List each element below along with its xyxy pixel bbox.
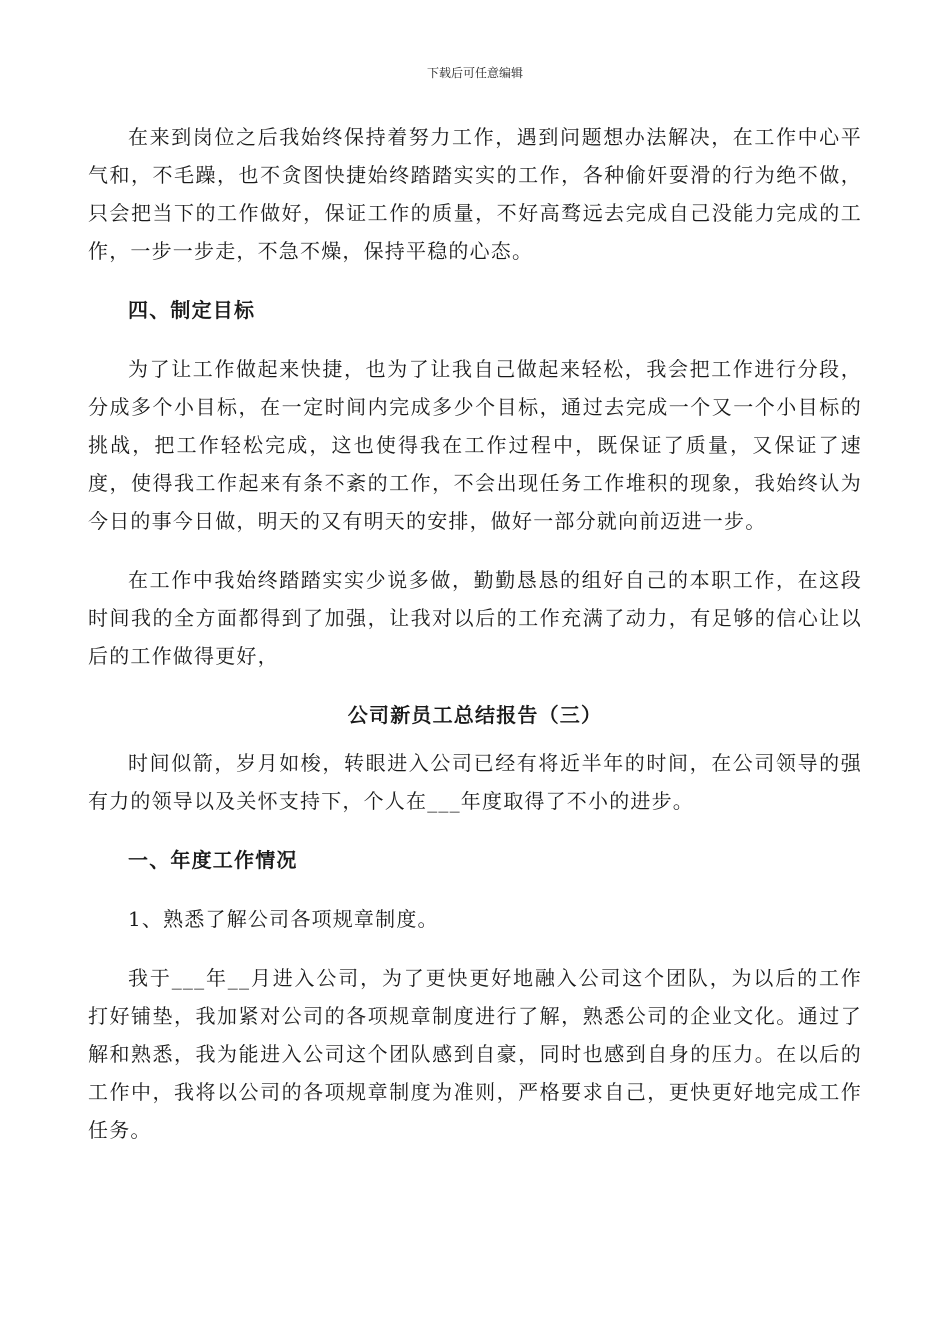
spacer bbox=[88, 675, 862, 696]
section-heading-set-goals: 四、制定目标 bbox=[128, 298, 256, 322]
paragraph-rules-detail: 我于___年__月进入公司，为了更快更好地融入公司这个团队，为以后的工作打好铺垫，我加紧对公司的各项规章制度进行了解，熟悉公司的企业文化。通过了解和熟悉，我为能进入公司这个团队感到自豪，同时也感到自身的压力。在以后的工作中，我将以公司的各项规章制度为准则，严格要求自己，更快更好地完成工作任务。 bbox=[88, 966, 862, 1142]
page-header: 下载后可任意编辑 bbox=[426, 66, 523, 80]
paragraph-intro: 时间似箭，岁月如梭，转眼进入公司已经有将近半年的时间，在公司领导的强有力的领导以及关怀支持下，个人在___年度取得了不小的进步。 bbox=[88, 751, 862, 813]
spacer bbox=[88, 820, 862, 841]
spacer bbox=[88, 879, 862, 900]
spacer bbox=[88, 938, 862, 959]
paragraph-work-attitude: 在来到岗位之后我始终保持着努力工作，遇到问题想办法解决，在工作中心平气和，不毛躁，也不贪图快捷始终踏踏实实的工作，各种偷奸耍滑的行为绝不做，只会把当下的工作做好，保证工作的质量，不好高骛远去完成自己没能力完成的工作，一步一步走，不急不燥，保持平稳的心态。 bbox=[88, 125, 862, 263]
spacer bbox=[88, 734, 862, 744]
document-body bbox=[88, 118, 862, 1149]
spacer bbox=[88, 329, 862, 350]
spacer bbox=[88, 540, 862, 561]
section-heading-annual-work: 一、年度工作情况 bbox=[128, 848, 298, 872]
list-item-rules: 1、熟悉了解公司各项规章制度。 bbox=[128, 907, 439, 931]
paragraph-conclusion: 在工作中我始终踏踏实实少说多做，勤勤恳恳的组好自己的本职工作，在这段时间我的全方面都得到了加强，让我对以后的工作充满了动力，有足够的信心让以后的工作做得更好， bbox=[88, 568, 862, 668]
paragraph-goals: 为了让工作做起来快捷，也为了让我自己做起来轻松，我会把工作进行分段，分成多个小目标，在一定时间内完成多少个目标，通过去完成一个又一个小目标的挑战，把工作轻松完成，这也使得我在工作过程中，既保证了质量，又保证了速度，使得我工作起来有条不紊的工作，不会出现任务工作堆积的现象，我始终认为今日的事今日做，明天的又有明天的安排，做好一部分就向前迈进一步。 bbox=[88, 357, 862, 533]
report-title: 公司新员工总结报告（三） bbox=[347, 703, 603, 727]
spacer bbox=[88, 270, 862, 291]
